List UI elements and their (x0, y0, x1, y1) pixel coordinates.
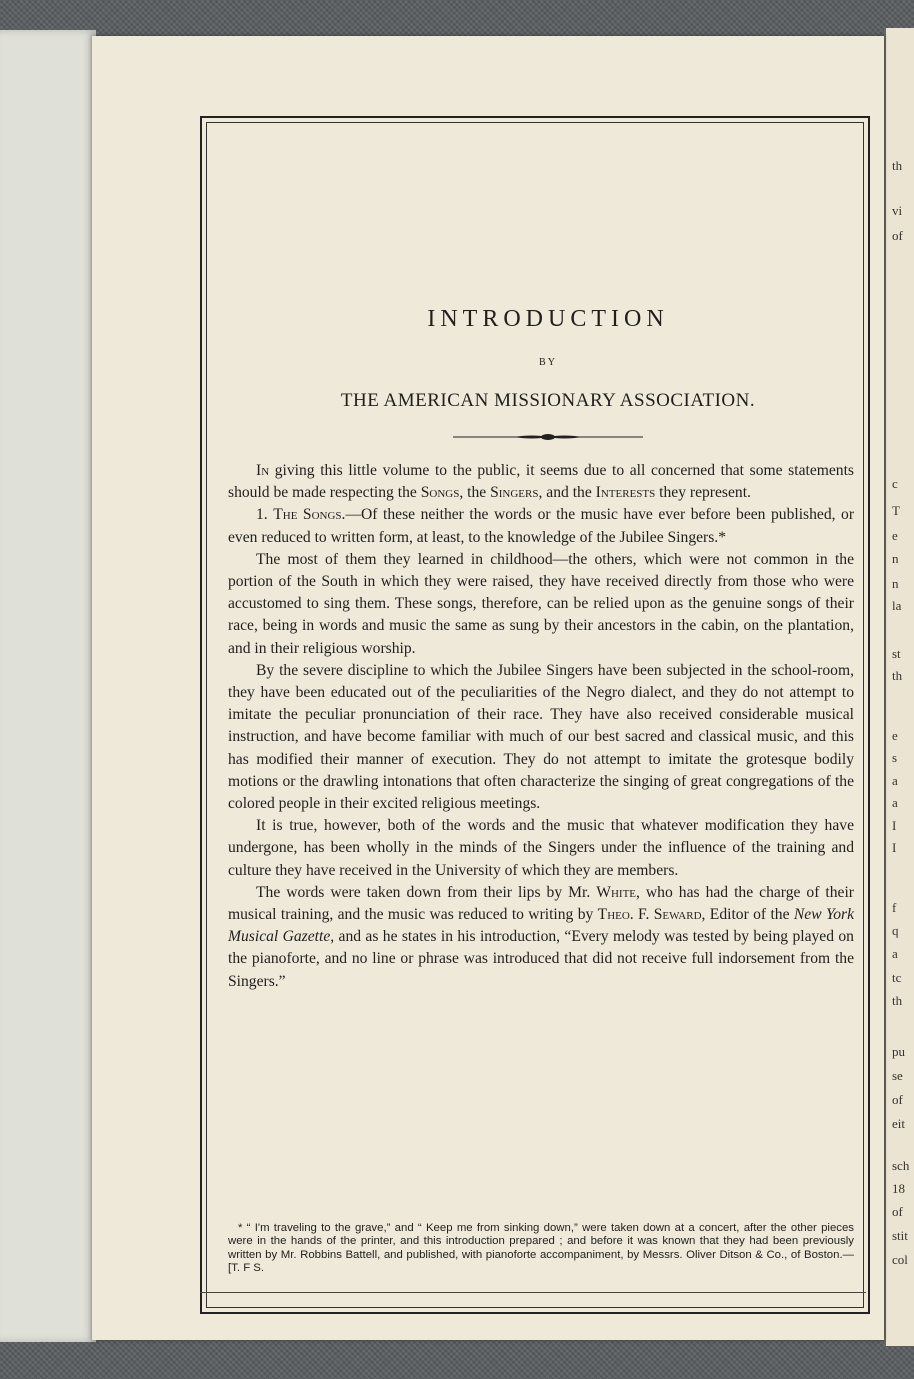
facing-page-fragment: e (892, 528, 898, 543)
facing-page-fragment: eit (892, 1116, 905, 1131)
introduction-content (228, 306, 854, 993)
footnote: * “ I'm traveling to the grave,” and “ Keep me from sinking down,” were taken down at a concert, after the other pieces were in the hands of the printer, and this introduction prepared ; and before it was known that they had been previously written by Mr. Robbins Battell, and published, with pianoforte accompaniment, by Messrs. Oliver Ditson & Co., of Boston.—[T. F S. (228, 1222, 854, 1275)
facing-page-fragment: 18 (892, 1181, 905, 1196)
facing-page-fragment: e (892, 728, 898, 743)
facing-page-fragment: se (892, 1068, 903, 1083)
facing-page-fragment: s (892, 750, 898, 765)
facing-page-fragment: q (892, 923, 899, 938)
facing-page-fragment: of (892, 228, 903, 243)
text-run: Singers (490, 484, 539, 502)
text-run: , Editor of the (701, 906, 794, 924)
facing-page-fragment: tc (892, 970, 902, 985)
author-association: THE AMERICAN MISSIONARY ASSOCIATION. (340, 390, 756, 411)
facing-page-fragment: c (892, 476, 898, 491)
facing-page-fragment: sch (892, 1158, 910, 1173)
facing-page-fragment: la (892, 598, 902, 613)
flyleaf (0, 30, 96, 1342)
text-run: Interests (595, 484, 656, 502)
text-run: By the severe discipline to which the Jubilee Singers have been subjected in the school-room, they have been educated out of the peculiarities of the Negro dialect, and they do not attempt to imitate the peculiar pronunciation of their race. They have also received considerable musical instruction, and have become familiar with much of our best sacred and classical music, and this has modified their manner of execution. They do not attempt to imitate the grotesque bodily motions or the drawling intonations that often characterize the singing of great congregations of the colored people in their excited religious meetings. (228, 661, 854, 813)
facing-page-fragment: f (892, 900, 897, 915)
facing-page-fragment: I (892, 840, 897, 855)
text-run: The most of them they learned in childhood—the others, which were not common in the portion of the South in which they were raised, they have received directly from those who were accustomed to sing them. These songs, therefore, can be relied upon as the genuine songs of their race, being in words and music the same as sung by their ancestors in the cabin, on the plantation, and in their religious worship. (228, 550, 854, 657)
section-number: 1. (256, 506, 274, 524)
introduction-body (228, 460, 854, 993)
text-run: , who has had the charge of their musical training, and the music was reduced to writing by (228, 883, 854, 924)
text-run: they represent. (655, 484, 751, 502)
text-run: , and as he states in his introduction, “Every melody was tested by being played on the pianoforte, and no line or phrase was introduced that did not receive full indorsement from the Singers.” (228, 928, 854, 990)
facing-page-fragment: a (892, 946, 898, 961)
text-run: Songs (420, 484, 460, 502)
paragraph-4 (228, 660, 854, 815)
facing-page-fragment: a (892, 773, 898, 788)
facing-page-fragment: n (892, 576, 899, 591)
facing-page-fragment: th (892, 993, 903, 1008)
paragraph-6 (228, 882, 854, 993)
facing-page-fragment: I (892, 818, 897, 833)
paragraph-3 (228, 549, 854, 660)
paragraph-5 (228, 815, 854, 882)
facing-page-fragment: th (892, 668, 903, 683)
facing-page-fragment: th (892, 158, 903, 173)
byline-by: BY (539, 357, 557, 368)
text-run: giving this little volume to the public, it seems due to all concerned that some statements should be made respecting the (228, 462, 854, 502)
facing-page-fragment: n (892, 551, 899, 566)
facing-page-fragment: st (892, 646, 901, 661)
facing-page-fragment: a (892, 795, 898, 810)
section-heading: The Songs. (273, 506, 346, 524)
facing-page-edge (884, 28, 914, 1346)
facing-page-fragment: vi (892, 203, 903, 218)
text-run: White (596, 883, 637, 901)
facing-page-fragment: of (892, 1204, 903, 1219)
ornamental-divider (439, 432, 643, 442)
text-run: , the (459, 484, 491, 502)
facing-page-fragment: col (892, 1252, 908, 1267)
text-run: Theo. F. Seward (597, 906, 702, 924)
paragraph-1 (228, 460, 854, 504)
page-title: INTRODUCTION (427, 306, 669, 332)
footnote-frame-rule (200, 1292, 866, 1293)
bottom-binding-edge (0, 1342, 914, 1379)
facing-page-fragment: pu (892, 1044, 905, 1059)
drop-word: In (256, 462, 270, 479)
text-run: —Of these neither the words or the music have ever before been published, or even reduced to written form, at least, to the knowledge of the Jubilee Singers.* (228, 506, 855, 546)
text-run: The words were taken down from their lips by Mr. (256, 883, 597, 901)
text-run: , and the (538, 484, 596, 502)
facing-page-fragment: stit (892, 1228, 908, 1243)
paragraph-2 (228, 504, 854, 548)
facing-page-fragment: T (892, 503, 900, 518)
book-page (92, 36, 884, 1340)
text-run: New York Musical Gazette (228, 906, 854, 946)
text-run: It is true, however, both of the words and the music that whatever modification they have undergone, has been wholly in the minds of the Singers under the influence of the training and culture they have received in the University of which they are members. (228, 817, 854, 879)
facing-page-fragment: of (892, 1092, 903, 1107)
